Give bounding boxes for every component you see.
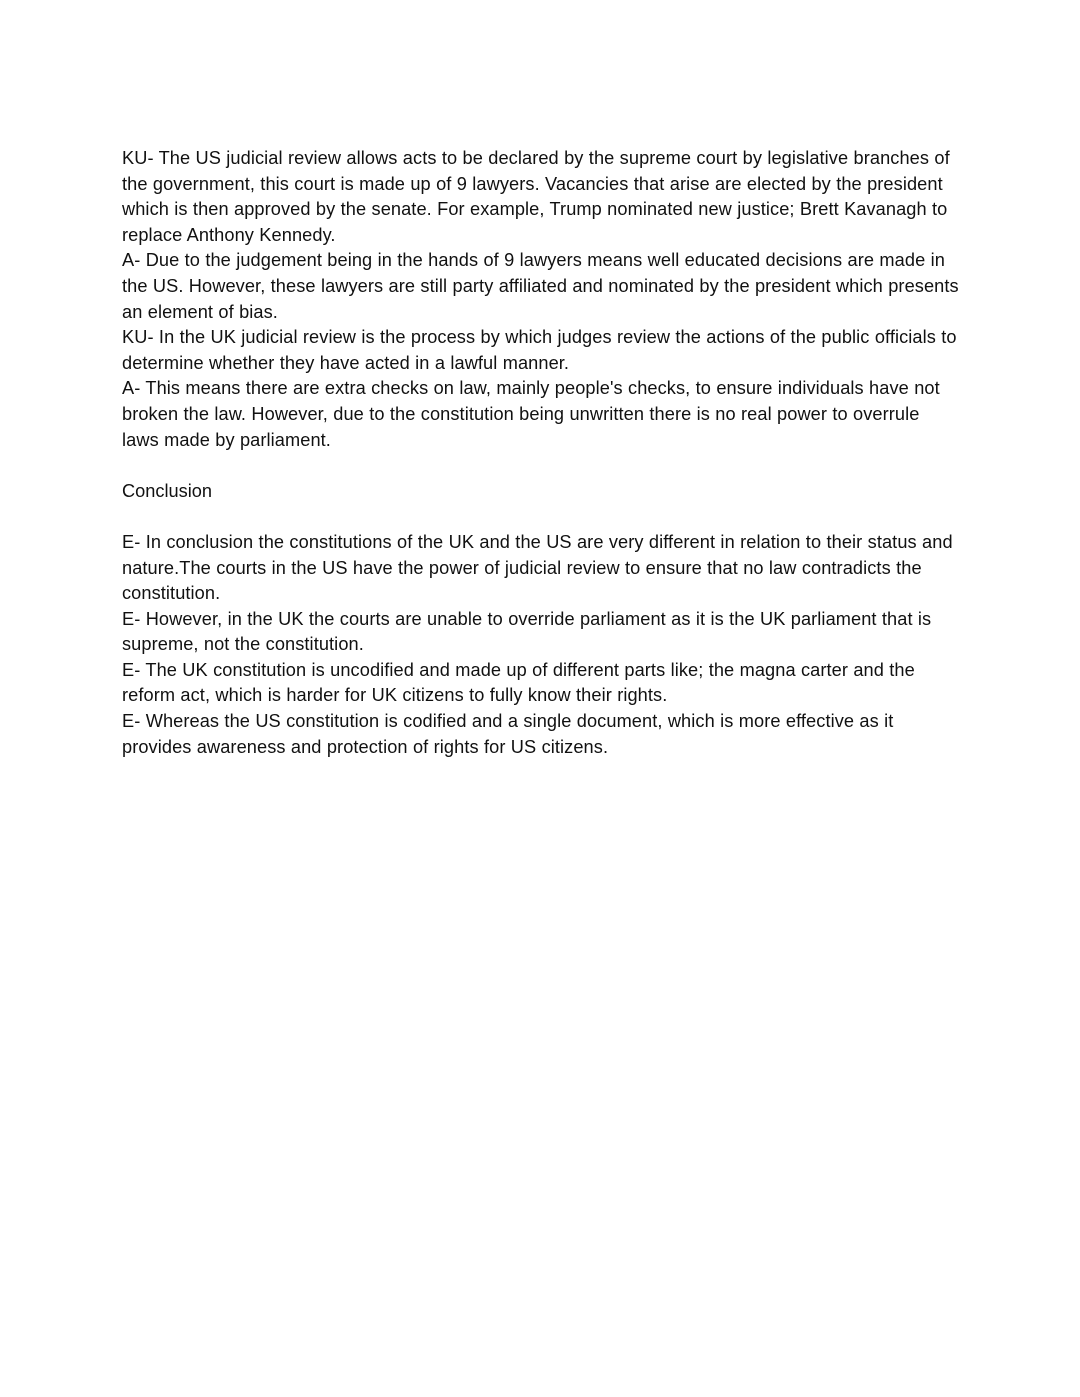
paragraph-e-uk-parliament-supreme: E- However, in the UK the courts are unable to override parliament as it is the UK parliament that is supreme, not the constitution. [122, 608, 937, 655]
blank-line-after-conclusion [122, 504, 960, 530]
conclusion-heading: Conclusion [122, 480, 212, 501]
document-text-column [122, 146, 965, 760]
paragraph-e-conclusion-status-nature: E- In conclusion the constitutions of the UK and the US are very different in relation to their status and nature.The courts in the US have the power of judicial review to ensure that no law contradicts the constitution. [122, 531, 958, 604]
paragraph-ku-uk-judicial-review: KU- In the UK judicial review is the process by which judges review the actions of the public officials to determine whether they have acted in a lawful manner. [122, 327, 962, 373]
paragraph-a-uk-checks-analysis: A- This means there are extra checks on law, mainly people's checks, to ensure individuals have not broken the law. However, due to the constitution being unwritten there is no real power to overrule laws made by parliament. [122, 378, 946, 450]
blank-line-before-conclusion [122, 453, 960, 479]
paragraph-e-uk-uncodified: E- The UK constitution is uncodified and made up of different parts like; the magna carter and the reform act, which is harder for UK citizens to fully know their rights. [122, 659, 921, 706]
paragraph-e-us-codified: E- Whereas the US constitution is codified and a single document, which is more effective as it provides awareness and protection of rights for US citizens. [122, 711, 899, 757]
paragraph-a-us-judgement-analysis: A- Due to the judgement being in the hands of 9 lawyers means well educated decisions are made in the US. However, these lawyers are still party affiliated and nominated by the president which presents an element of bias. [122, 250, 965, 322]
paragraph-ku-us-judicial-review: KU- The US judicial review allows acts to be declared by the supreme court by legislative branches of the government, this court is made up of 9 lawyers. Vacancies that arise are elected by the president which is then approved by the senate. For example, Trump nominated new justice; Brett Kavanagh to replace Anthony Kennedy. [122, 148, 956, 245]
